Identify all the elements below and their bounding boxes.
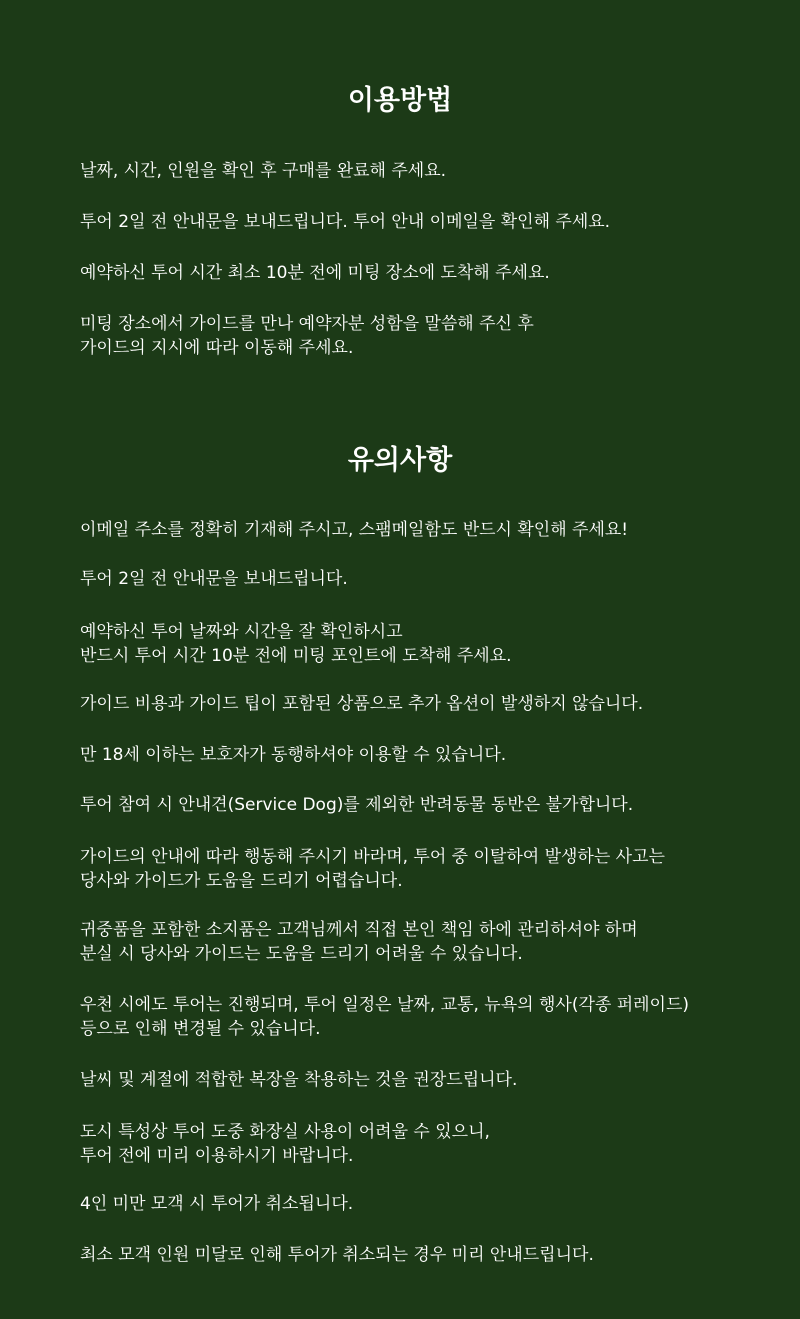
notice-item-line: 투어 전에 미리 이용하시기 바랍니다.: [80, 1146, 354, 1166]
usage-item-line: 날짜, 시간, 인원을 확인 후 구매를 완료해 주세요.: [80, 161, 447, 181]
notice-item-line: 날씨 및 계절에 적합한 복장을 착용하는 것을 권장드립니다.: [80, 1070, 518, 1090]
notice-item: [80, 743, 760, 767]
notice-item-line: 분실 시 당사와 가이드는 도움을 드리기 어려울 수 있습니다.: [80, 944, 523, 964]
notice-item-line: 최소 모객 인원 미달로 인해 투어가 취소되는 경우 미리 안내드립니다.: [80, 1245, 594, 1265]
notice-item-line: 등으로 인해 변경될 수 있습니다.: [80, 1019, 321, 1039]
notice-item: [80, 692, 760, 716]
notice-item-line: 귀중품을 포함한 소지품은 고객님께서 직접 본인 책임 하에 관리하셔야 하며: [80, 920, 638, 940]
notice-item: [80, 518, 760, 542]
usage-item: [80, 159, 760, 183]
notice-item-line: 예약하신 투어 날짜와 시간을 잘 확인하시고: [80, 622, 403, 642]
usage-item: [80, 261, 760, 285]
notice-item-line: 투어 2일 전 안내문을 보내드립니다.: [80, 569, 348, 589]
notice-item: [80, 993, 760, 1041]
usage-item: [80, 210, 760, 234]
notice-item-line: 4인 미만 모객 시 투어가 취소됩니다.: [80, 1194, 354, 1214]
notice-item: [80, 1068, 760, 1092]
notice-item-line: 만 18세 이하는 보호자가 동행하셔야 이용할 수 있습니다.: [80, 745, 507, 765]
notice-item: [80, 567, 760, 591]
notice-item-line: 반드시 투어 시간 10분 전에 미팅 포인트에 도착해 주세요.: [80, 646, 512, 666]
notice-item: [80, 918, 760, 966]
usage-item-line: 예약하신 투어 시간 최소 10분 전에 미팅 장소에 도착해 주세요.: [80, 263, 550, 283]
usage-item-line: 가이드의 지시에 따라 이동해 주세요.: [80, 338, 354, 358]
notice-item-line: 우천 시에도 투어는 진행되며, 투어 일정은 날짜, 교통, 뉴욕의 행사(각종 퍼레이드): [80, 995, 690, 1015]
notice-title: 유의사항: [347, 445, 453, 476]
usage-item: [80, 312, 760, 360]
notice-item-line: 가이드의 안내에 따라 행동해 주시기 바라며, 투어 중 이탈하여 발생하는 사고는: [80, 847, 665, 867]
notice-item: [80, 793, 760, 817]
notice-item-line: 도시 특성상 투어 도중 화장실 사용이 어려울 수 있으니,: [80, 1122, 490, 1142]
notice-item-line: 이메일 주소를 정확히 기재해 주시고, 스팸메일함도 반드시 확인해 주세요!: [80, 520, 629, 540]
usage-item-line: 투어 2일 전 안내문을 보내드립니다. 투어 안내 이메일을 확인해 주세요.: [80, 212, 611, 232]
notice-item: [80, 1243, 760, 1267]
notice-item-line: 당사와 가이드가 도움을 드리기 어렵습니다.: [80, 871, 403, 891]
usage-item-line: 미팅 장소에서 가이드를 만나 예약자분 성함을 말씀해 주신 후: [80, 314, 534, 334]
notice-item: [80, 1120, 760, 1168]
notice-item: [80, 845, 760, 893]
notice-item: [80, 1192, 760, 1216]
notice-item-line: 가이드 비용과 가이드 팁이 포함된 상품으로 추가 옵션이 발생하지 않습니다.: [80, 694, 644, 714]
notice-item: [80, 620, 760, 668]
usage-title: 이용방법: [347, 85, 453, 116]
notice-item-line: 투어 참여 시 안내견(Service Dog)를 제외한 반려동물 동반은 불가합니다.: [80, 795, 634, 815]
